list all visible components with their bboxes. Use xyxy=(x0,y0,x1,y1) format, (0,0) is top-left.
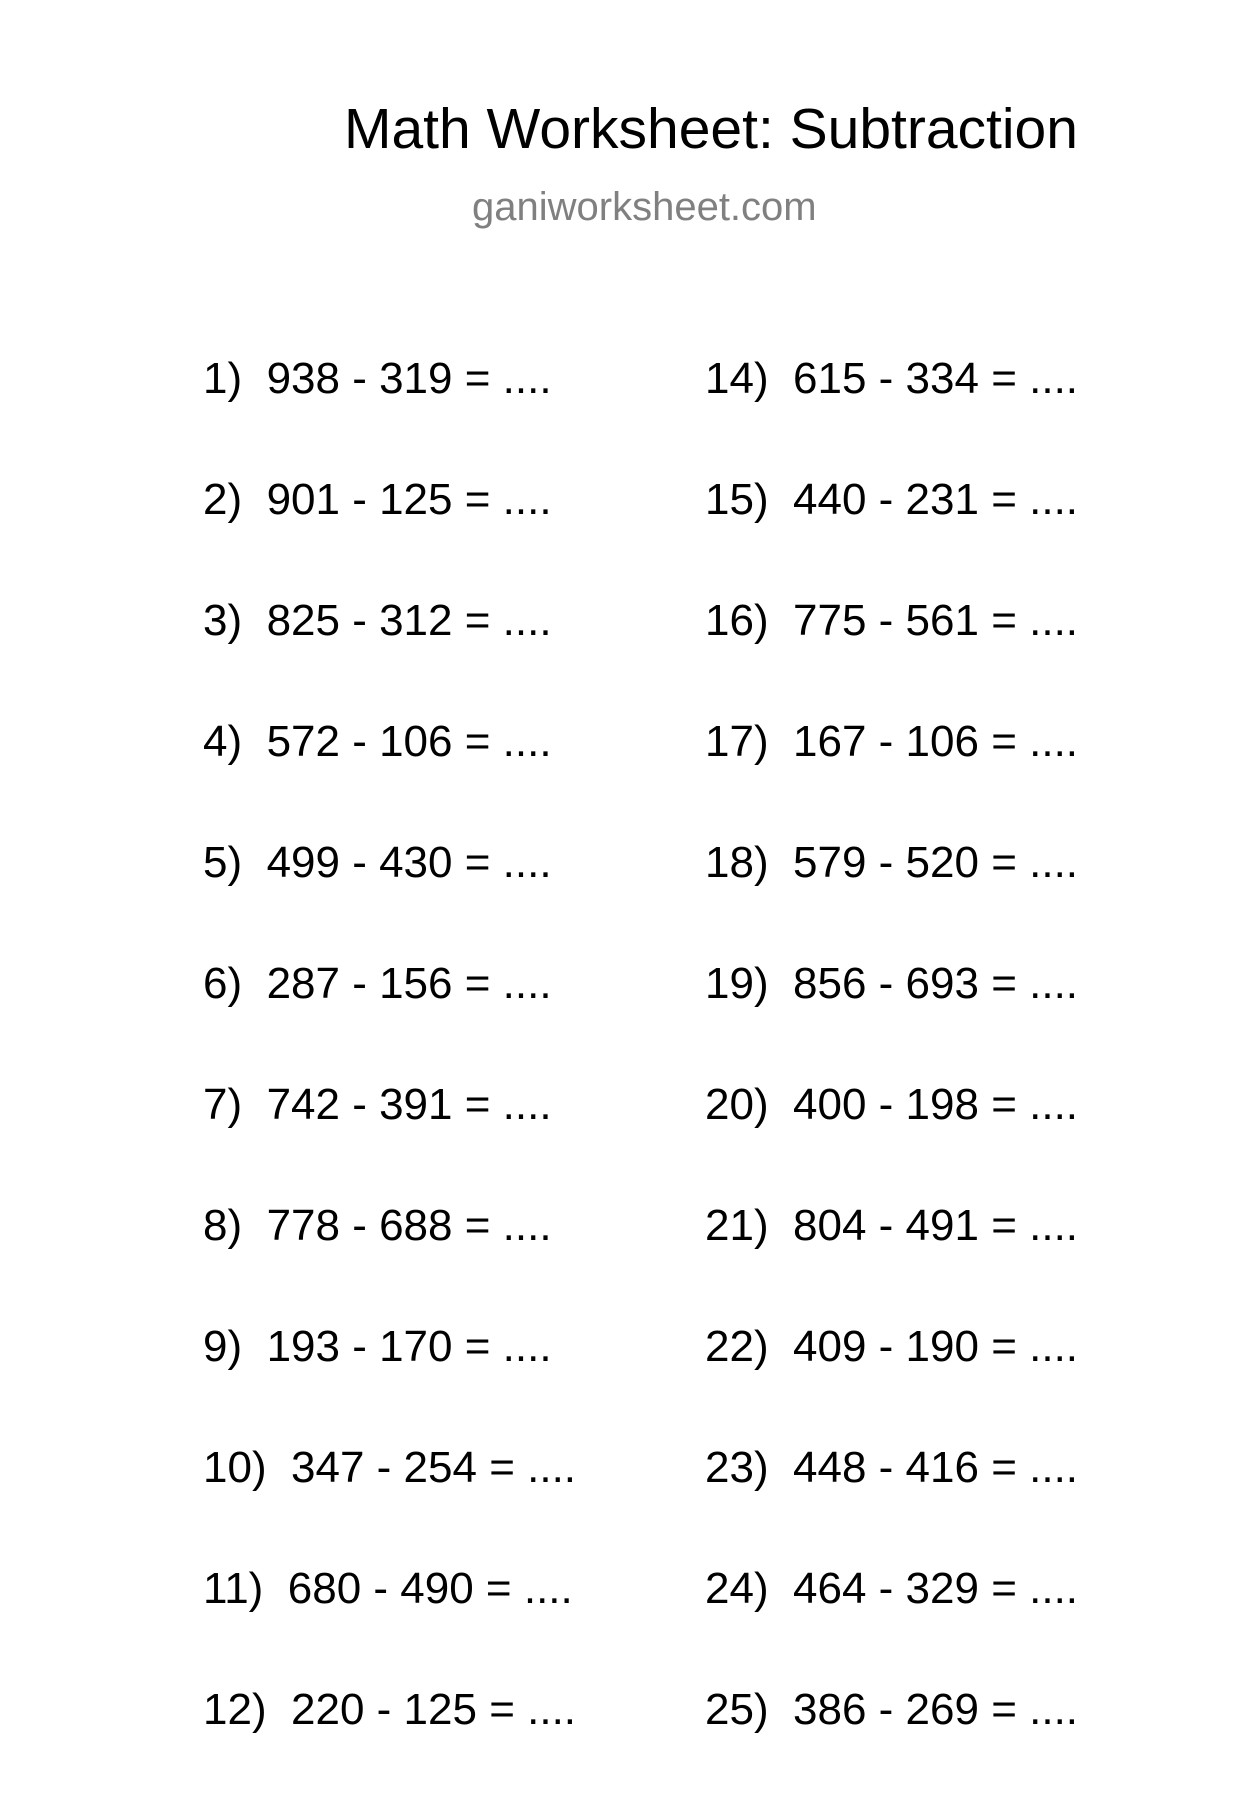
problem-item: 7) 742 - 391 = .... xyxy=(203,1080,552,1129)
worksheet-title: Math Worksheet: Subtraction xyxy=(344,97,1078,161)
website-subtitle: ganiworksheet.com xyxy=(472,185,817,229)
problem-item: 8) 778 - 688 = .... xyxy=(203,1201,552,1250)
problems-left-column xyxy=(203,348,576,1800)
problem-item: 19) 856 - 693 = .... xyxy=(705,959,1079,1008)
problem-item: 21) 804 - 491 = .... xyxy=(705,1201,1079,1250)
problem-item: 11) 680 - 490 = .... xyxy=(203,1564,573,1613)
problem-item: 2) 901 - 125 = .... xyxy=(203,475,552,524)
problem-item: 24) 464 - 329 = .... xyxy=(705,1564,1079,1613)
problem-item: 25) 386 - 269 = .... xyxy=(705,1685,1079,1734)
problem-item: 15) 440 - 231 = .... xyxy=(705,475,1079,524)
problem-item: 18) 579 - 520 = .... xyxy=(705,838,1079,887)
problem-item: 4) 572 - 106 = .... xyxy=(203,717,552,766)
problem-item: 16) 775 - 561 = .... xyxy=(705,596,1079,645)
problem-item: 17) 167 - 106 = .... xyxy=(705,717,1079,766)
problem-item: 5) 499 - 430 = .... xyxy=(203,838,552,887)
problems-right-column xyxy=(705,348,1078,1800)
problem-item: 23) 448 - 416 = .... xyxy=(705,1443,1079,1492)
problem-item: 14) 615 - 334 = .... xyxy=(705,354,1079,403)
problem-item: 20) 400 - 198 = .... xyxy=(705,1080,1079,1129)
problem-item: 10) 347 - 254 = .... xyxy=(203,1443,577,1492)
problem-item: 22) 409 - 190 = .... xyxy=(705,1322,1079,1371)
problem-item: 12) 220 - 125 = .... xyxy=(203,1685,577,1734)
problem-item: 6) 287 - 156 = .... xyxy=(203,959,552,1008)
problem-item: 3) 825 - 312 = .... xyxy=(203,596,552,645)
problem-item: 9) 193 - 170 = .... xyxy=(203,1322,552,1371)
problem-item: 1) 938 - 319 = .... xyxy=(203,354,552,403)
